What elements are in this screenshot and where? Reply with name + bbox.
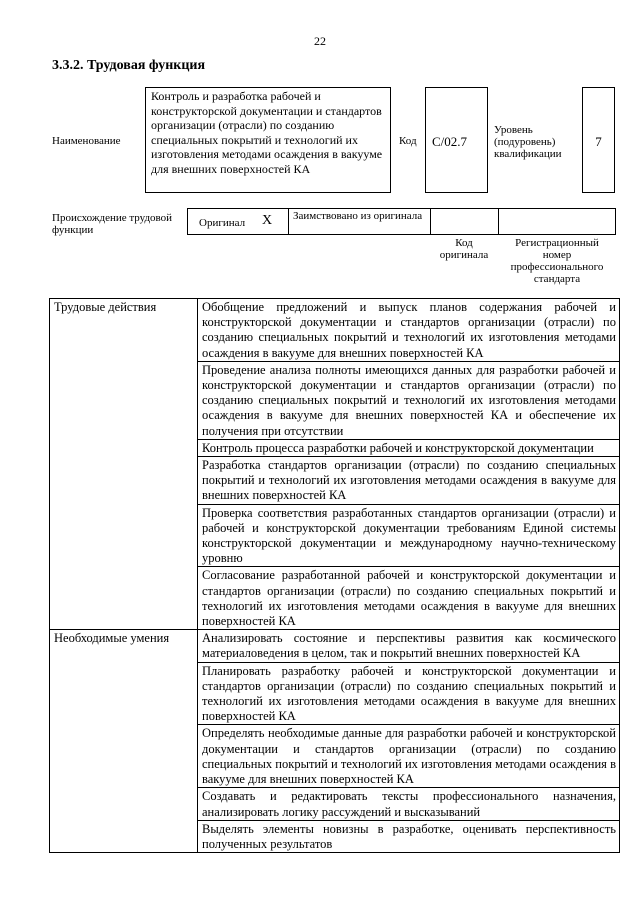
origin-label: Происхождение трудовой функции	[52, 212, 173, 236]
origin-divider-2	[430, 208, 431, 235]
level-box	[582, 87, 615, 193]
registration-number-caption: Регистрационный номер профессионального стандарта	[510, 237, 604, 285]
original-mark: X	[262, 213, 273, 228]
table-cell: Планировать разработку рабочей и конструкторской документации и стандартов организации (отрасли) по созданию специальных покрытий и технологий их изготовления методами осаждения в вакууме для внешних поверхностей КА	[198, 662, 620, 725]
table-cell: Проведение анализа полноты имеющихся данных для разработки рабочей и конструкторской документации и стандартов организации (отрасли) по созданию специальных покрытий и технологий их изготовления методами осаждения в вакууме для внешних поверхностей КА и обеспечение их получения при отсутствии	[198, 361, 620, 439]
origin-divider-3	[498, 208, 499, 235]
table-cell: Определять необходимые данные для разработки рабочей и конструкторской документации и стандартов организации (отрасли) по созданию специальных покрытий и технологий их изготовления методами осаждения в вакууме для внешних поверхностей КА	[198, 725, 620, 788]
borrowed-label: Заимствовано из оригинала	[293, 210, 423, 222]
code-original-caption: Код оригинала	[439, 237, 489, 261]
page-number: 22	[314, 34, 326, 48]
table-cell: Выделять элементы новизны в разработке, оценивать перспективность полученных результатов	[198, 820, 620, 852]
name-value-box	[145, 87, 391, 193]
code-box	[425, 87, 488, 193]
level-value: 7	[595, 134, 602, 149]
table-cell: Согласование разработанной рабочей и конструкторской документации и стандартов организации (отрасли) по созданию специальных покрытий и технологий их изготовления методами осаждения в вакууме для внешних поверхностей КА	[198, 567, 620, 630]
function-table	[49, 298, 620, 853]
table-cell: Анализировать состояние и перспективы развития как космического материаловедения в целом, так и покрытий внешних поверхностей КА	[198, 630, 620, 662]
origin-divider-1	[288, 208, 289, 235]
table-cell: Обобщение предложений и выпуск планов содержания рабочей и конструкторской документации и стандартов организации (отрасли) по созданию специальных покрытий и технологий их изготовления методами осаждения в вакууме для внешних поверхностей КА	[198, 299, 620, 362]
name-label: Наименование	[52, 135, 121, 147]
section-title: 3.3.2. Трудовая функция	[52, 58, 206, 73]
required-skills-heading: Необходимые умения	[50, 630, 198, 853]
code-value: С/02.7	[432, 134, 468, 149]
table-cell: Проверка соответствия разработанных стандартов организации (отрасли) и рабочей и конструкторской документации требованиям Единой системы конструкторской документации и международному научно-техническому уровню	[198, 504, 620, 567]
code-label: Код	[399, 135, 417, 147]
name-value: Контроль и разработка рабочей и конструкторской документации и стандартов организации (отрасли) по созданию специальных покрытий и технологий их изготовления методами осаждения в вакууме для внешних поверхностей КА	[151, 89, 383, 176]
table-cell: Контроль процесса разработки рабочей и конструкторской документации	[198, 439, 620, 456]
table-cell: Разработка стандартов организации (отрасли) по созданию специальных покрытий и технологий их изготовления методами осаждения в вакууме для внешних поверхностей КА	[198, 457, 620, 505]
table-row	[50, 630, 620, 662]
level-label: Уровень (подуровень) квалификации	[494, 124, 562, 160]
table-cell: Создавать и редактировать тексты профессионального назначения, анализировать логику рассуждений и высказываний	[198, 788, 620, 820]
original-label: Оригинал	[199, 217, 246, 229]
labor-actions-heading: Трудовые действия	[50, 299, 198, 630]
table-row	[50, 299, 620, 362]
